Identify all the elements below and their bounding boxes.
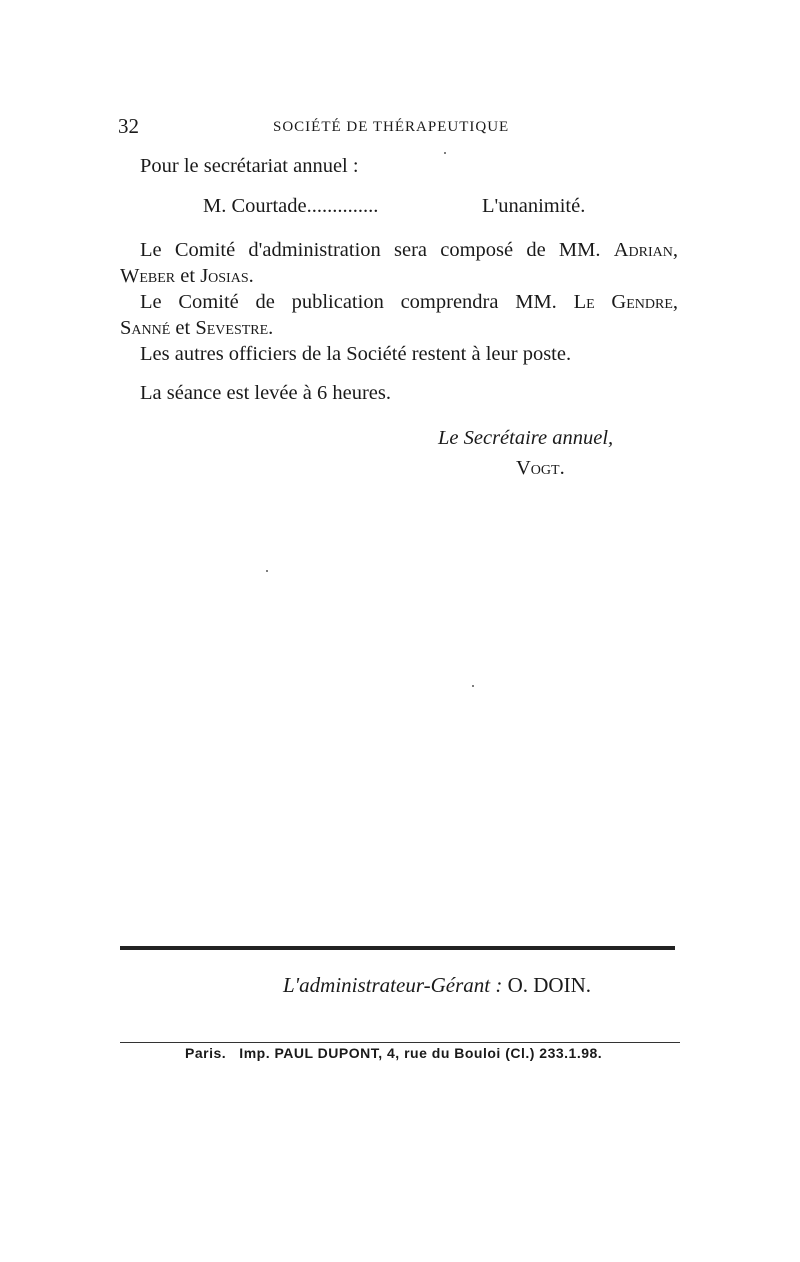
publication-committee-name: Le Gendre, <box>573 291 678 313</box>
admin-committee-line-1 <box>140 237 678 264</box>
vote-leaders: .............. <box>306 195 379 217</box>
publication-committee-name: Sevestre. <box>195 317 274 339</box>
admin-committee-conj: et <box>180 265 196 287</box>
vote-name: M. Courtade <box>203 195 307 217</box>
officers-line: Les autres officiers de la Société restent à leur poste. <box>140 343 572 365</box>
admin-committee-name: Adrian, <box>613 239 679 261</box>
secretariat-line: Pour le secrétariat annuel : <box>140 155 359 177</box>
publication-committee-line-1 <box>140 289 678 316</box>
closing-line: La séance est levée à 6 heures. <box>140 382 391 404</box>
admin-committee-name: Josias. <box>200 265 254 287</box>
page-number: 32 <box>118 114 139 138</box>
scan-speck <box>472 685 474 687</box>
publication-committee-text: Le Comité de publication comprendra MM. <box>140 291 557 313</box>
vote-result: L'unanimité. <box>482 195 586 217</box>
footer-rule-thin <box>120 1042 680 1043</box>
publication-committee-conj: et <box>175 317 191 339</box>
publication-committee-line-2 <box>120 315 273 342</box>
gerant-line <box>283 973 591 998</box>
scan-speck <box>444 152 446 154</box>
gerant-label: L'administrateur-Gérant : <box>283 973 503 997</box>
gerant-name: O. DOIN. <box>507 973 591 997</box>
vote-line <box>203 193 378 220</box>
admin-committee-name: Weber <box>120 265 176 287</box>
signature-title: Le Secrétaire annuel, <box>438 427 614 449</box>
running-head: SOCIÉTÉ DE THÉRAPEUTIQUE <box>273 119 510 135</box>
admin-committee-text: Le Comité d'administration sera composé de MM. <box>140 239 601 261</box>
footer-rule-thick <box>120 946 675 950</box>
imprint-line: Paris. Imp. PAUL DUPONT, 4, rue du Bouloi (Cl.) 233.1.98. <box>185 1045 603 1061</box>
signature-name: Vogt. <box>516 457 565 479</box>
publication-committee-name: Sanné <box>120 317 171 339</box>
admin-committee-line-2 <box>120 263 254 290</box>
scan-speck <box>266 570 268 572</box>
